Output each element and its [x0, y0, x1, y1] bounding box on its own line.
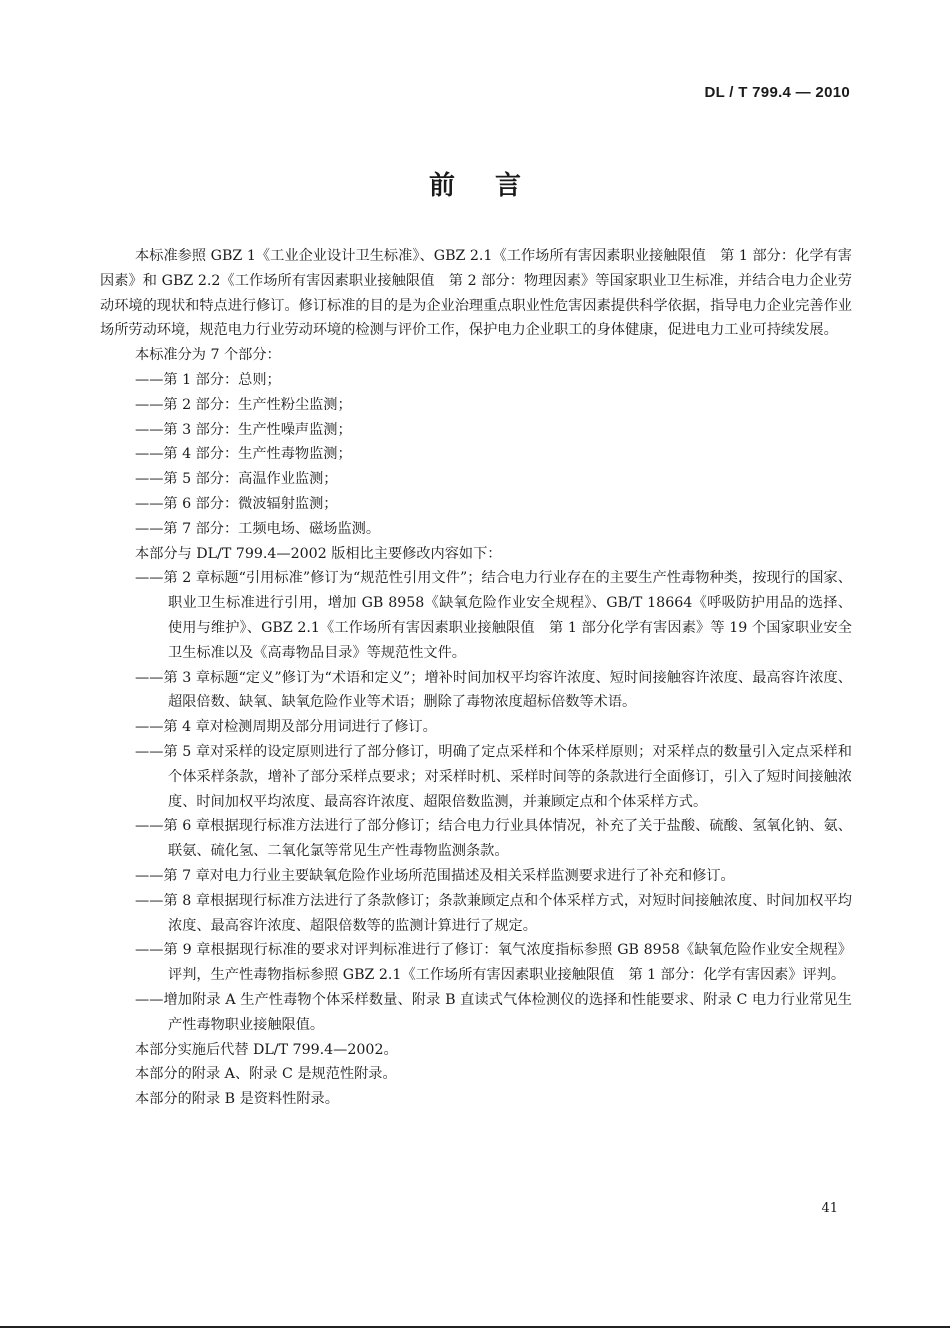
change-item: ——第 4 章对检测周期及部分用词进行了修订。 [135, 719, 437, 736]
part-item: ——第 6 部分：微波辐射监测； [135, 495, 338, 512]
part-item: ——第 3 部分：生产性噪声监测； [135, 421, 352, 438]
closing-line: 本部分的附录 A、附录 C 是规范性附录。 [135, 1066, 397, 1083]
change-item: ——增加附录 A 生产性毒物个体采样数量、附录 B 直读式气体检测仪的选择和性能要求、附录 C 电力行业常见生产性毒物职业接触限值。 [135, 991, 852, 1033]
closing-line: 本部分实施后代替 DL/T 799.4—2002。 [135, 1041, 398, 1058]
page-bottom-rule [0, 1326, 950, 1328]
change-item: ——第 2 章标题“引用标准”修订为“规范性引用文件”；结合电力行业存在的主要生产性毒物种类，按现行的国家、职业卫生标准进行引用，增加 GB 8958《缺氧危险作业安全规程》、GB/T 18664《呼吸防护用品的选择、使用与维护》、GBZ 2.1《工作场所有害因素职业接触限值 第 1 部分化学有害因素》等 19 个国家职业安全卫生标准以及《高毒物品目录》等规范性文件。 [135, 570, 852, 661]
change-item: ——第 3 章标题“定义”修订为“术语和定义”；增补时间加权平均容许浓度、短时间接触容许浓度、最高容许浓度、超限倍数、缺氧、缺氧危险作业等术语；删除了毒物浓度超标倍数等术语。 [135, 669, 852, 711]
page-number: 41 [821, 1201, 838, 1216]
change-item: ——第 5 章对采样的设定原则进行了部分修订，明确了定点采样和个体采样原则；对采样点的数量引入定点采样和个体采样条款，增补了部分采样点要求；对采样时机、采样时间等的条款进行全面修订，引入了短时间接触浓度、时间加权平均浓度、最高容许浓度、超限倍数监测，并兼顾定点和个体采样方式。 [135, 743, 852, 810]
intro-paragraph: 本标准参照 GBZ 1《工业企业设计卫生标准》、GBZ 2.1《工作场所有害因素职业接触限值 第 1 部分：化学有害因素》和 GBZ 2.2《工作场所有害因素职业接触限值 第 2 部分：物理因素》等国家职业卫生标准，并结合电力企业劳动环境的现状和特点进行修订。修订标准的目的是为企业治理重点职业性危害因素提供科学依据，指导电力企业完善作业场所劳动环境，规范电力行业劳动环境的检测与评价工作，保护电力企业职工的身体健康，促进电力工业可持续发展。 [100, 248, 852, 339]
part-item: ——第 4 部分：生产性毒物监测； [135, 446, 352, 463]
part-item: ——第 1 部分：总则； [135, 371, 281, 388]
page-title: 前言 [428, 171, 561, 201]
part-item: ——第 5 部分：高温作业监测； [135, 471, 338, 488]
change-item: ——第 8 章根据现行标准方法进行了条款修订；条款兼顾定点和个体采样方式，对短时间接触浓度、时间加权平均浓度、最高容许浓度、超限倍数等的监测计算进行了规定。 [135, 892, 852, 934]
part-item: ——第 7 部分：工频电场、磁场监测。 [135, 520, 381, 537]
changes-intro: 本部分与 DL/T 799.4—2002 版相比主要修改内容如下： [135, 545, 502, 562]
change-item: ——第 7 章对电力行业主要缺氧危险作业场所范围描述及相关采样监测要求进行了补充和修订。 [135, 867, 735, 884]
closing-line: 本部分的附录 B 是资料性附录。 [135, 1091, 339, 1108]
parts-intro: 本标准分为 7 个部分： [135, 347, 281, 364]
change-item: ——第 6 章根据现行标准方法进行了部分修订；结合电力行业具体情况，补充了关于盐酸、硫酸、氢氧化钠、氨、联氨、硫化氢、二氧化氯等常见生产性毒物监测条款。 [135, 818, 852, 860]
document-code-header: DL / T 799.4 — 2010 [704, 84, 850, 101]
change-item: ——第 9 章根据现行标准的要求对评判标准进行了修订：氧气浓度指标参照 GB 8958《缺氧危险作业安全规程》评判，生产性毒物指标参照 GBZ 2.1《工作场所有害因素职业接触限值 第 1 部分：化学有害因素》评判。 [135, 942, 852, 984]
part-item: ——第 2 部分：生产性粉尘监测； [135, 396, 352, 413]
document-body [100, 244, 852, 1112]
